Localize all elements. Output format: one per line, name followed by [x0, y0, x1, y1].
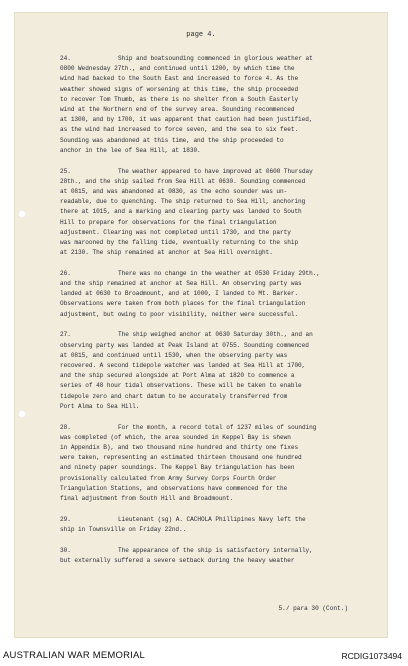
paragraph-number: 25.: [60, 167, 71, 175]
line-text: and the ship secured alongside at Port Alma at 1820 to commence a: [60, 372, 295, 380]
paragraph-line: [60, 299, 384, 309]
line-text: readable, due to quenching. The ship returned to Sea Hill, anchoring: [60, 198, 306, 206]
line-text: Ship and boatsounding commenced in glorious weather at: [118, 55, 313, 62]
paragraph-line: [60, 433, 384, 443]
paragraph-line: [60, 556, 384, 566]
paragraph: [60, 330, 384, 412]
paragraph-line: [60, 310, 384, 320]
paragraph-line: [60, 423, 384, 433]
paragraph-line: [60, 54, 384, 64]
line-text: Observations were taken from both places for the final triangulation: [60, 300, 306, 308]
paragraph-line: [60, 484, 384, 494]
paragraph-line: [60, 238, 384, 248]
line-text: was completed (of which, the area sounded in Keppel Bay is shewn: [60, 433, 291, 441]
line-text: Hill to prepare for observations for the final triangulation: [60, 218, 277, 226]
paragraph-line: [60, 463, 384, 473]
paragraph-line: [60, 474, 384, 484]
line-text: The appearance of the ship is satisfactory internally,: [118, 546, 313, 554]
paragraph-line: [60, 453, 384, 463]
paragraph-line: [60, 515, 384, 525]
line-text: Sounding was abandoned at this time, and the ship proceeded to: [60, 136, 284, 144]
paragraph-number: 26.: [60, 269, 71, 277]
line-text: Port Alma to Sea Hill.: [60, 402, 140, 410]
line-text: wind had backed to the South East and increased to force 4. As the: [60, 75, 299, 83]
paragraph-line: [60, 218, 384, 228]
paragraph-line: [60, 228, 384, 238]
line-text: weather showed signs of worsening at this time, the ship proceeded: [60, 85, 299, 93]
line-text: at 2130. The ship remained at anchor at Sea Hill overnight.: [60, 249, 273, 257]
line-text: adjustment, but owing to poor visibility, neither were successful.: [60, 310, 299, 318]
line-text: ship in Townsville on Friday 22nd..: [60, 525, 187, 533]
line-text: but externally suffered a severe setback during the heavy weather: [60, 556, 295, 564]
paragraph-line: [60, 136, 384, 146]
line-text: Triangulation Stations, and observations have commenced for the: [60, 484, 288, 492]
line-text: and ninety paper soundings. The Keppel Bay triangulation has been: [60, 464, 295, 472]
paragraph-line: [60, 167, 384, 177]
paragraph-line: [60, 64, 384, 74]
line-text: in Appendix B), and two thousand nine hundred and thirty one fixes: [60, 443, 299, 451]
paragraph-line: [60, 207, 384, 217]
paragraph-line: [60, 443, 384, 453]
line-text: The weather appeared to have improved at 0600 Thursday: [118, 167, 313, 175]
line-text: was marooned by the falling tide, eventually returning to the ship: [60, 238, 299, 246]
paragraph-number: 24.: [60, 55, 71, 62]
line-text: anchor in the lee of Sea Hill, at 1830.: [60, 146, 201, 154]
paragraph-line: [60, 74, 384, 84]
paragraph: [60, 546, 384, 566]
line-text: tidepole zero and chart datum to be accurately transferred from: [60, 392, 288, 400]
institution-name: AUSTRALIAN WAR MEMORIAL: [3, 650, 146, 661]
paragraph-line: [60, 269, 384, 279]
line-text: 0800 Wednesday 27th., and continued until 1200, by which time the: [60, 65, 295, 73]
paragraph-number: 27.: [60, 331, 71, 339]
paragraph-line: [60, 341, 384, 351]
page-number: page 4.: [186, 31, 216, 39]
document-page: [14, 12, 388, 638]
paragraph-line: [60, 351, 384, 361]
line-text: and the ship remained at anchor at Sea Hill. An observing party was: [60, 280, 302, 288]
paragraph-line: [60, 289, 384, 299]
paragraph-line: [60, 125, 384, 135]
line-text: recovered. A second tidepole watcher was landed at Sea Hill at 1700,: [60, 361, 306, 369]
paragraph-line: [60, 279, 384, 289]
paragraph-line: [60, 361, 384, 371]
paragraph: [60, 167, 384, 259]
paragraph-line: [60, 248, 384, 258]
punch-hole: [18, 410, 26, 418]
paragraph-line: [60, 525, 384, 535]
paragraph-line: [60, 371, 384, 381]
paragraph: [60, 269, 384, 320]
line-text: there at 1015, and a marking and clearing party was landed to South: [60, 208, 302, 216]
paragraph-line: [60, 177, 384, 187]
line-text: wind at the Northern end of the survey area. Sounding recommenced: [60, 106, 295, 114]
paragraph-line: [60, 85, 384, 95]
document-body: [60, 54, 384, 576]
paragraph: [60, 423, 384, 505]
line-text: provisionally calculated from Army Survey Corps Fourth Order: [60, 474, 277, 482]
line-text: final adjustment from South Hill and Broadmount.: [60, 494, 234, 502]
punch-hole: [18, 210, 26, 218]
paragraph-line: [60, 546, 384, 556]
paragraph-line: [60, 494, 384, 504]
paragraph-line: [60, 95, 384, 105]
archive-reference: RCDIG1073494: [341, 651, 402, 661]
paragraph-number: 28.: [60, 423, 71, 431]
paragraph-line: [60, 105, 384, 115]
line-text: to recover Tom Thumb, as there is no shelter from a South Easterly: [60, 95, 299, 103]
paragraph-line: [60, 146, 384, 156]
paragraph-line: [60, 330, 384, 340]
continuation-note: 5./ para 30 (Cont.): [278, 605, 348, 612]
line-text: at 0815, and was abandoned at 0830, as the echo sounder was un-: [60, 187, 288, 195]
paragraph-line: [60, 392, 384, 402]
paragraph-line: [60, 187, 384, 197]
paragraph-line: [60, 381, 384, 391]
line-text: adjustment. Clearing was not completed until 1730, and the party: [60, 228, 291, 236]
paragraph: [60, 54, 384, 156]
line-text: landed at 0630 to Broadmount, and at 1000, I landed to Mt. Barker.: [60, 290, 299, 298]
paragraph-number: 30.: [60, 546, 71, 554]
paragraph-number: 29.: [60, 515, 71, 523]
paragraph: [60, 515, 384, 535]
archive-footer: [0, 640, 408, 666]
line-text: 28th., and the ship sailed from Sea Hill at 0630. Sounding commenced: [60, 177, 306, 185]
line-text: observing party was landed at Peak Island at 0755. Sounding commenced: [60, 341, 309, 349]
line-text: The ship weighed anchor at 0630 Saturday 30th., and an: [118, 331, 313, 339]
line-text: series of 48 hour tidal observations. These will be taken to enable: [60, 382, 302, 390]
line-text: Lieutenant (sg) A. CACHOLA Phillipines Navy left the: [118, 515, 306, 523]
paragraph-line: [60, 197, 384, 207]
paragraph-line: [60, 115, 384, 125]
line-text: at 1300, and by 1700, it was apparent that caution had been justified,: [60, 116, 313, 124]
line-text: as the wind had increased to force seven, and the sea to six feet.: [60, 126, 299, 134]
paragraph-line: [60, 402, 384, 412]
line-text: There was no change in the weather at 0530 Friday 29th.,: [118, 269, 320, 277]
line-text: For the month, a record total of 1237 miles of sounding: [118, 423, 317, 431]
line-text: at 0815, and continued until 1530, when the observing party was: [60, 351, 288, 359]
line-text: were taken, representing an estimated thirteen thousand one hundred: [60, 454, 302, 462]
